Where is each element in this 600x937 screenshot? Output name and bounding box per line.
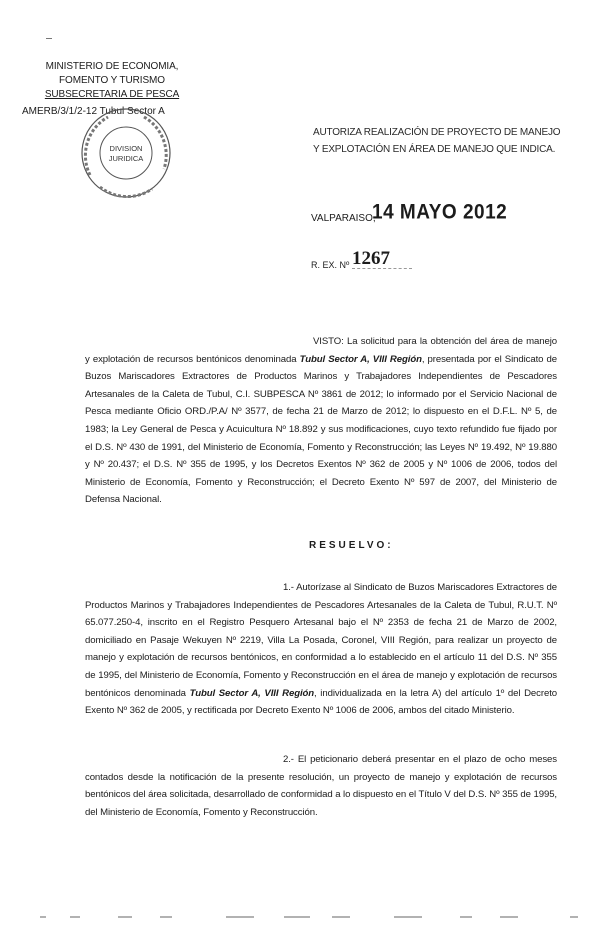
area-name: Tubul Sector A, VIII Región [299, 353, 422, 365]
resolution-underline [352, 268, 412, 269]
city-label: VALPARAISO, [311, 213, 376, 224]
resolution-label: R. EX. Nº [311, 260, 350, 270]
scan-edge-marks [40, 912, 580, 922]
ministry-name-2: FOMENTO Y TURISMO [59, 75, 165, 86]
letterhead [32, 60, 192, 102]
svg-text:DIVISION: DIVISION [109, 144, 143, 153]
resuelvo-heading: RESUELVO: [309, 540, 394, 551]
date-stamp: 14 MAYO 2012 [372, 200, 508, 224]
article-2: 2.- El peticionario deberá presentar en el plazo de ocho meses contados desde la notificación de la presente resolución, un proyecto de manejo y explotación de recursos bentónicos del área solicitada, desarrollado de conformidad a lo dispuesto en el Título V del D.S. Nº 355 de 1995, del Ministerio de Economía, Fomento y Reconstrucción. [85, 754, 557, 818]
resolution-subject: AUTORIZA REALIZACIÓN DE PROYECTO DE MANEJO Y EXPLOTACIÓN EN ÁREA DE MANEJO QUE INDICA. [313, 127, 561, 155]
subsecretariat-name: SUBSECRETARIA DE PESCA [44, 89, 180, 100]
file-reference: AMERB/3/1/2-12 Tubul Sector A [22, 106, 165, 117]
area-name: Tubul Sector A, VIII Región [189, 687, 315, 699]
ministry-name: MINISTERIO DE ECONOMIA, [45, 61, 179, 72]
resolution-number: 1267 [352, 248, 390, 269]
article-1: 1.- Autorízase al Sindicato de Buzos Mariscadores Extractores de Productos Marinos y Trabajadores Independientes de Pescadores Artesanales de la Caleta de Tubul, R.U.T. Nº 65.077.250-4, inscrito en el Registro Pesquero Artesanal bajo el Nº 2353 de fecha 21 de Marzo de 2002, domiciliado en Pasaje Wekuyen Nº 2219, Villa La Posada, Coronel, VIII Región, para realizar un proyecto de manejo y explotación de recursos bentónicos, en conformidad a lo establecido en el artículo 11 del D.S. Nº 355 de 1995, del Ministerio de Economía, Fomento y Reconstrucción en el área de manejo y explotación de recursos bentónicos denominada Tubul Sector A, VIII Región, individualizada en la letra A) del artículo 1º del Decreto Exento Nº 362 de 2005, y rectificada por Decreto Exento Nº 1006 de 2006, ambos del citado Ministerio. [85, 582, 557, 717]
visto-paragraph: VISTO: La solicitud para la obtención del área de manejo y explotación de recursos bentónicos denominada Tubul Sector A, VIII Región, presentada por el Sindicato de Buzos Mariscadores Extractores de Productos Marinos y Trabajadores Independientes de Pescadores Artesanales de la Caleta de Tubul, C.I. SUBPESCA Nº 3861 de 2012; lo informado por el Servicio Nacional de Pesca mediante Oficio ORD./P.A/ Nº 3577, de fecha 21 de Marzo de 2012; lo dispuesto en el D.F.L. Nº 5, de 1983; la Ley General de Pesca y Acuicultura Nº 18.892 y sus modificaciones, cuyo texto refundido fue fijado por el D.S. Nº 430 de 1991, del Ministerio de Economía, Fomento y Reconstrucción; las Leyes Nº 19.492, Nº 19.880 y Nº 20.437; el D.S. Nº 355 de 1995, y los Decretos Exentos Nº 362 de 2005 y Nº 1006 de 2006, todos del Ministerio de Economía, Fomento y Reconstrucción; el Decreto Exento Nº 597 de 2007, del Ministerio de Defensa Nacional. [85, 336, 557, 506]
svg-text:JURIDICA: JURIDICA [108, 154, 144, 163]
fold-mark [46, 38, 52, 39]
legal-division-stamp [78, 105, 174, 201]
